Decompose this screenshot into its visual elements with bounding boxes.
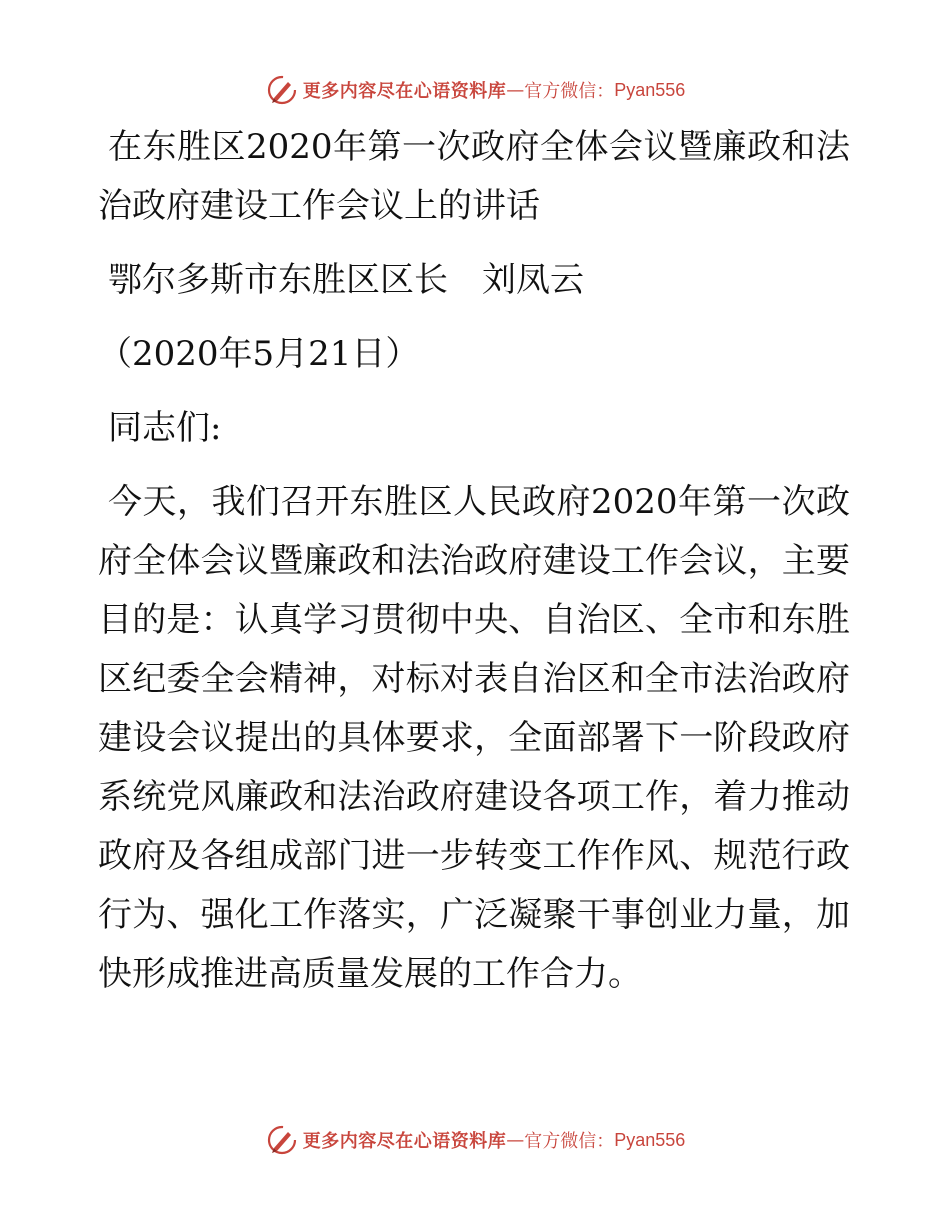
watermark-banner-top xyxy=(0,70,950,110)
watermark-separator: — xyxy=(506,79,525,101)
paragraph-line-6: 系统党风廉政和法治政府建设各项工作，着力推动 xyxy=(98,777,850,817)
title-line-2: 治政府建设工作会议上的讲话 xyxy=(98,186,540,226)
paragraph-line-2: 府全体会议暨廉政和法治政府建设工作会议，主要 xyxy=(98,541,850,581)
paragraph-line-5: 建设会议提出的具体要求，全面部署下一阶段政府 xyxy=(98,718,850,758)
salutation: 同志们: xyxy=(108,408,222,448)
watermark-main-text: 更多内容尽在心语资料库 xyxy=(302,1131,507,1152)
paragraph-line-9: 快形成推进高质量发展的工作合力。 xyxy=(98,954,642,994)
watermark-main-text: 更多内容尽在心语资料库 xyxy=(302,81,507,102)
watermark-wechat-id: Pyan556 xyxy=(614,79,686,100)
paragraph-line-1: 今天，我们召开东胜区人民政府2020年第一次政 xyxy=(108,482,850,522)
pen-logo-icon xyxy=(265,1123,299,1157)
paragraph-line-7: 政府及各组成部门进一步转变工作作风、规范行政 xyxy=(98,836,850,876)
paragraph-line-4: 区纪委全会精神，对标对表自治区和全市法治政府 xyxy=(98,659,850,699)
date-line: （2020年5月21日） xyxy=(98,334,420,374)
title-line-1: 在东胜区2020年第一次政府全体会议暨廉政和法 xyxy=(108,127,850,167)
watermark-wechat-label: 官方微信： xyxy=(524,81,615,102)
watermark-separator: — xyxy=(506,1129,525,1151)
paragraph-line-8: 行为、强化工作落实，广泛凝聚干事创业力量，加 xyxy=(98,895,850,935)
watermark-wechat-id: Pyan556 xyxy=(614,1129,686,1150)
watermark-wechat-label: 官方微信： xyxy=(524,1131,615,1152)
document-body xyxy=(98,118,850,1004)
pen-logo-icon xyxy=(265,73,299,107)
paragraph-line-3: 目的是：认真学习贯彻中央、自治区、全市和东胜 xyxy=(98,600,850,640)
author-line: 鄂尔多斯市东胜区区长 刘凤云 xyxy=(108,260,584,300)
watermark-banner-bottom xyxy=(0,1120,950,1160)
